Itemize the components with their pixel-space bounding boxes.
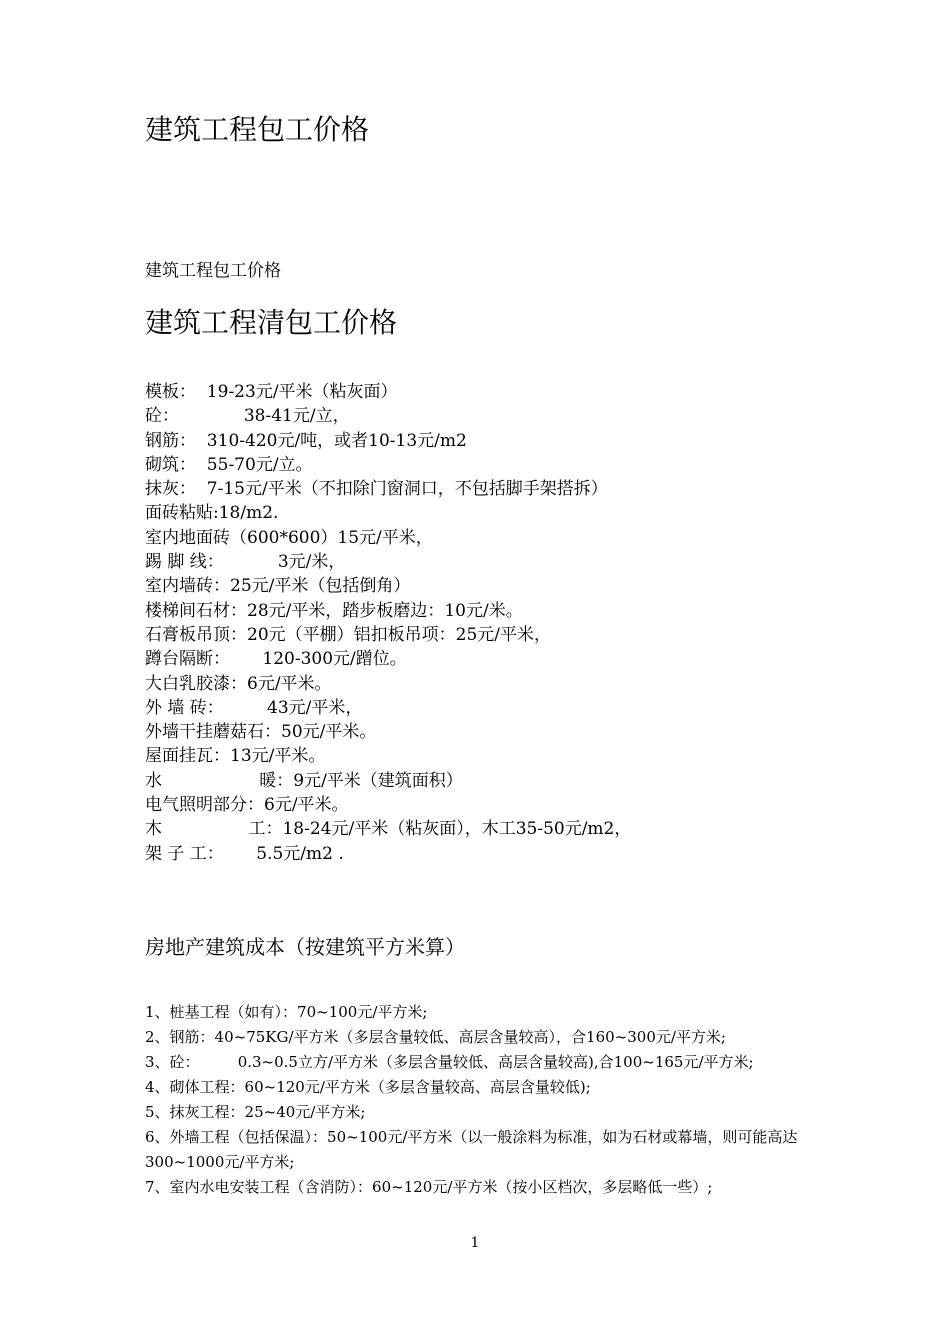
section-title: 建筑工程清包工价格: [145, 306, 398, 339]
cost-section-title: 房地产建筑成本（按建筑平方米算）: [145, 935, 465, 959]
price-line: 踢 脚 线： 3元/米，: [145, 552, 346, 573]
price-list: [145, 380, 845, 866]
price-line: 水 暖：9元/平米（建筑面积）: [145, 770, 463, 791]
price-line: 外墙干挂蘑菇石：50元/平米。: [145, 722, 377, 743]
price-line: 架 子 工： 5.5元/m2 .: [145, 843, 344, 864]
cost-line: 7、室内水电安装工程（含消防）：60~120元/平方米（按小区档次，多层略低一些）;: [145, 1178, 713, 1196]
price-line: 钢筋： 310-420元/吨，或者10-13元/m2: [145, 430, 467, 451]
cost-line: 4、砌体工程：60~120元/平方米（多层含量较高、高层含量较低);: [145, 1078, 591, 1096]
price-line: 室内墙砖：25元/平米（包括倒角）: [145, 576, 411, 597]
price-line: 砼： 38-41元/立，: [145, 406, 350, 427]
cost-line: 1、桩基工程（如有）：70~100元/平方米;: [145, 1003, 428, 1021]
price-line: 室内地面砖（600*600）15元/平米，: [145, 527, 433, 548]
document-subtitle: 建筑工程包工价格: [145, 261, 281, 281]
price-line: 屋面挂瓦：13元/平米。: [145, 746, 326, 767]
price-line: 外 墙 砖： 43元/平米，: [145, 697, 363, 718]
document-title: 建筑工程包工价格: [145, 113, 370, 146]
price-line: 蹲台隔断： 120-300元/蹭位。: [145, 649, 407, 670]
cost-line: 6、外墙工程（包括保温）：50~100元/平方米（以一般涂料为标准，如为石材或幕墙，则可能高达300~1000元/平方米;: [145, 1128, 798, 1171]
price-line: 电气照明部分：6元/平米。: [145, 795, 349, 816]
price-line: 大白乳胶漆：6元/平米。: [145, 673, 332, 694]
page-number: 1: [470, 1235, 480, 1251]
cost-line: 2、钢筋：40~75KG/平方米（多层含量较低、高层含量较高），合160~300元/平方米;: [145, 1028, 726, 1046]
price-line: 石膏板吊顶：20元（平棚）铝扣板吊项：25元/平米，: [145, 624, 551, 645]
price-line: 木 工：18-24元/平米（粘灰面），木工35-50元/m2，: [145, 819, 632, 840]
price-line: 砌筑： 55-70元/立。: [145, 454, 313, 475]
price-line: 模板： 19-23元/平米（粘灰面）: [145, 382, 398, 402]
price-line: 抹灰： 7-15元/平米（不扣除门窗洞口，不包括脚手架搭拆）: [145, 479, 608, 500]
cost-list: [145, 1000, 810, 1200]
price-line: 楼梯间石材：28元/平米，踏步板磨边：10元/米。: [145, 600, 523, 621]
price-line: 面砖粘贴:18/m2.: [145, 503, 279, 524]
cost-line: 5、抹灰工程：25~40元/平方米;: [145, 1103, 366, 1121]
cost-line: 3、砼： 0.3~0.5立方/平方米（多层含量较低、高层含量较高),合100~165元/平方米;: [145, 1053, 754, 1071]
